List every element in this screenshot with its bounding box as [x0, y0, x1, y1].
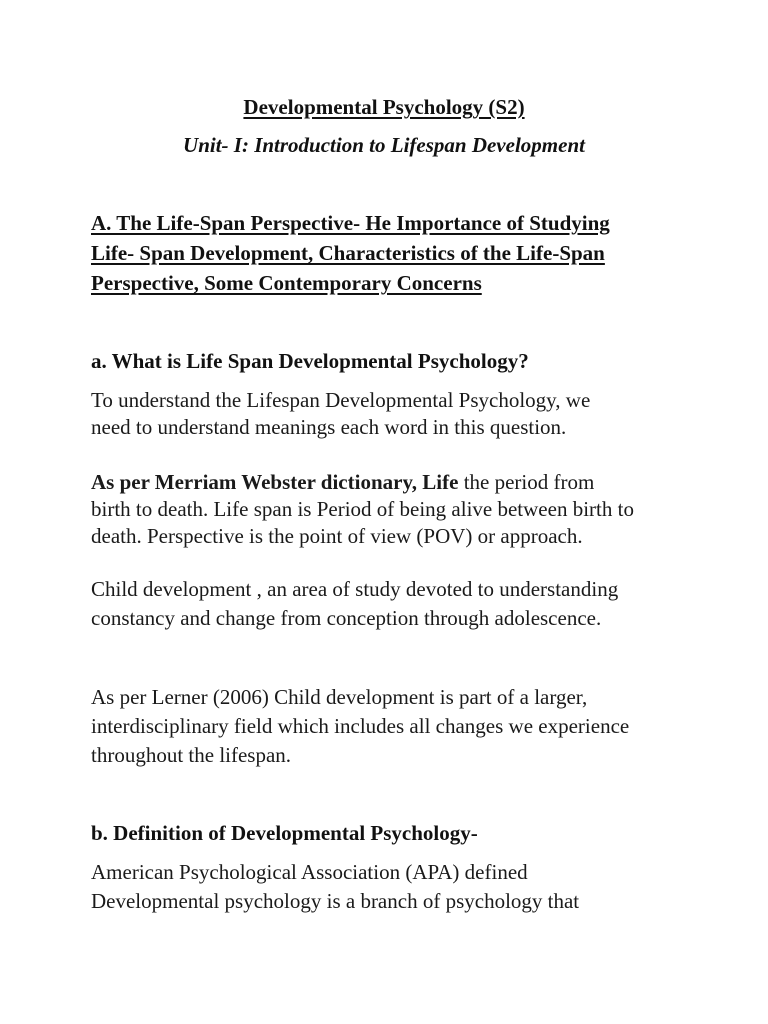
- section-a-heading-line-3: Perspective, Some Contemporary Concerns: [91, 271, 482, 295]
- paragraph-5-line-1: American Psychological Association (APA) defined: [91, 860, 528, 884]
- document-subtitle: Unit- I: Introduction to Lifespan Development: [183, 133, 585, 157]
- paragraph-4-line-1: As per Lerner (2006) Child development is part of a larger,: [91, 685, 588, 709]
- question-b-heading: b. Definition of Developmental Psychology-: [91, 821, 478, 845]
- question-a-heading: a. What is Life Span Developmental Psychology?: [91, 349, 529, 373]
- paragraph-2-line-3: death. Perspective is the point of view (POV) or approach.: [91, 524, 583, 548]
- paragraph-5-line-2: Developmental psychology is a branch of psychology that: [91, 889, 580, 913]
- paragraph-2-line-2: birth to death. Life span is Period of being alive between birth to: [91, 497, 634, 521]
- paragraph-2-bold-lead: As per Merriam Webster dictionary, Life: [91, 470, 459, 494]
- paragraph-4-line-3: throughout the lifespan.: [91, 743, 292, 767]
- paragraph-4-line-2: interdisciplinary field which includes all changes we experience: [91, 714, 630, 738]
- section-a-heading-line-2: Life- Span Development, Characteristics of the Life-Span: [91, 241, 605, 265]
- paragraph-3-line-1: Child development , an area of study devoted to understanding: [91, 577, 619, 601]
- paragraph-2-line-1-rest: the period from: [458, 470, 595, 494]
- section-a-heading-line-1: A. The Life-Span Perspective- He Importance of Studying: [91, 211, 610, 235]
- paragraph-2-line-1: [91, 472, 594, 493]
- paragraph-1-line-2: need to understand meanings each word in this question.: [91, 415, 567, 439]
- paragraph-1-line-1: To understand the Lifespan Developmental Psychology, we: [91, 388, 591, 412]
- document-title: Developmental Psychology (S2): [243, 95, 525, 119]
- paragraph-3-line-2: constancy and change from conception through adolescence.: [91, 606, 602, 630]
